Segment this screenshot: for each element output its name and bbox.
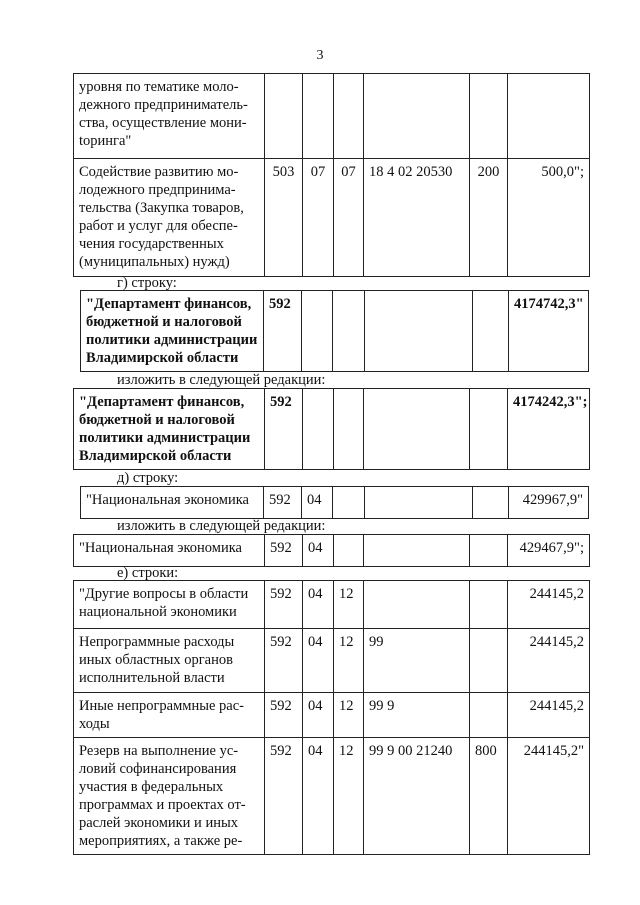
caption-g: г) строку: [117, 275, 177, 291]
table-row [81, 487, 589, 519]
row-name: "Национальная экономика [74, 535, 265, 567]
table-row [74, 74, 590, 159]
cell-section: 04 [303, 581, 334, 629]
cell-expense-type [470, 581, 508, 629]
table-row [74, 389, 590, 470]
cell-target: 99 9 [364, 693, 470, 738]
cell-ministry: 592 [264, 291, 302, 372]
table-other-economy [73, 580, 590, 855]
cell-ministry: 592 [265, 389, 303, 470]
cell-section: 04 [303, 535, 334, 567]
cell-amount: 4174742,3" [509, 291, 589, 372]
cell-expense-type: 800 [470, 738, 508, 855]
cell-expense-type [470, 74, 508, 159]
cell-section: 04 [302, 487, 333, 519]
budget-table-continuation [73, 73, 590, 277]
row-name: Непрограммные расходы иных областных органов исполнительной власти [74, 629, 265, 693]
cell-ministry: 592 [265, 738, 303, 855]
row-name: "Департамент финансов, бюджетной и налоговой политики администрации Владимирской области [81, 291, 264, 372]
row-name: "Департамент финансов, бюджетной и налоговой политики администрации Владимирской области [74, 389, 265, 470]
cell-section: 04 [303, 629, 334, 693]
cell-amount: 500,0"; [508, 159, 590, 277]
row-name: "Другие вопросы в области национальной экономики [74, 581, 265, 629]
table-economy-old [80, 486, 589, 519]
table-row [74, 535, 590, 567]
caption-d-new: изложить в следующей редакции: [117, 518, 326, 534]
cell-subsection: 12 [334, 738, 364, 855]
row-name: Резерв на выполнение ус- ловий софинансирования участия в федеральных программах и проектах от- раслей экономики и иных мероприятиях, а также ре- [74, 738, 265, 855]
cell-subsection: 12 [334, 693, 364, 738]
cell-expense-type [470, 693, 508, 738]
cell-target: 99 9 00 21240 [364, 738, 470, 855]
row-name: Содействие развитию мо- лодежного предпринима- тельства (Закупка товаров, работ и услуг для обеспе- чения государственных (муниципальных) нужд) [74, 159, 265, 277]
table-department-old [80, 290, 589, 372]
caption-g-new: изложить в следующей редакции: [117, 372, 326, 388]
cell-ministry [265, 74, 303, 159]
table-row [74, 738, 590, 855]
cell-amount: 244145,2 [508, 581, 590, 629]
cell-subsection [334, 74, 364, 159]
table-department-new [73, 388, 590, 470]
cell-ministry: 592 [265, 693, 303, 738]
page-number: 3 [316, 48, 324, 63]
table-economy-new [73, 534, 590, 567]
cell-amount: 244145,2 [508, 693, 590, 738]
caption-d: д) строку: [117, 470, 179, 486]
row-name: Иные непрограммные рас- ходы [74, 693, 265, 738]
cell-subsection: 12 [334, 629, 364, 693]
caption-e: е) строки: [117, 565, 179, 581]
cell-target [364, 74, 470, 159]
cell-ministry: 592 [264, 487, 302, 519]
cell-section: 04 [303, 693, 334, 738]
row-name: уровня по тематике моло- дежного предприниматель- ства, осуществление мони- toринга" [74, 74, 265, 159]
cell-amount: 244145,2" [508, 738, 590, 855]
cell-ministry: 592 [265, 535, 303, 567]
cell-target [364, 581, 470, 629]
cell-subsection: 12 [334, 581, 364, 629]
cell-target: 18 4 02 20530 [364, 159, 470, 277]
cell-ministry: 503 [265, 159, 303, 277]
cell-ministry: 592 [265, 581, 303, 629]
cell-expense-type: 200 [470, 159, 508, 277]
cell-amount: 429467,9"; [508, 535, 590, 567]
cell-amount: 429967,9" [509, 487, 589, 519]
cell-section: 07 [303, 159, 334, 277]
table-row [81, 291, 589, 372]
table-row [74, 159, 590, 277]
cell-section: 04 [303, 738, 334, 855]
row-name: "Национальная экономика [81, 487, 264, 519]
cell-amount [508, 74, 590, 159]
table-row [74, 693, 590, 738]
cell-amount: 4174242,3"; [508, 389, 590, 470]
cell-section [303, 74, 334, 159]
cell-ministry: 592 [265, 629, 303, 693]
table-row [74, 629, 590, 693]
cell-amount: 244145,2 [508, 629, 590, 693]
table-row [74, 581, 590, 629]
cell-expense-type [470, 629, 508, 693]
cell-subsection: 07 [334, 159, 364, 277]
cell-target: 99 [364, 629, 470, 693]
